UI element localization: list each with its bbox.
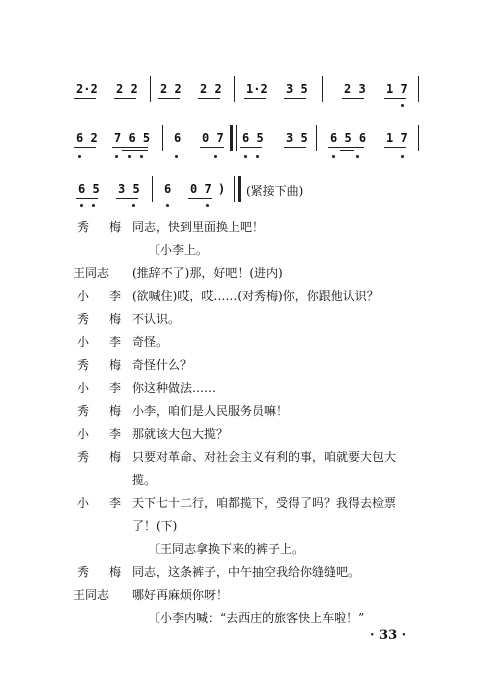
octave-dot	[332, 155, 335, 158]
speech: 奇怪什么？	[132, 358, 193, 372]
octave-dot	[132, 204, 135, 207]
speech: (推辞不了)那，好吧！(进内)	[132, 266, 283, 280]
dialogue-line	[0, 494, 481, 516]
octave-dot	[256, 155, 259, 158]
dialogue-line	[0, 379, 481, 401]
dialogue-line	[0, 287, 481, 309]
score-note: 0 7	[190, 182, 212, 196]
score-note: 2 2	[200, 82, 222, 96]
score-note: 0 7	[202, 131, 224, 145]
end-barline	[238, 176, 241, 202]
stage-direction	[0, 609, 481, 631]
beat-underline	[122, 150, 148, 151]
score-note: )	[218, 182, 226, 196]
score-note: 6	[164, 182, 172, 196]
page-number: · 33 ·	[370, 628, 407, 643]
speaker: 王同志	[73, 588, 110, 602]
barline	[418, 125, 419, 151]
beat-underline	[158, 98, 180, 99]
score-note: 3 5	[118, 182, 140, 196]
score-note: 2 2	[160, 82, 182, 96]
score-note: 2·2	[76, 82, 98, 96]
beat-underline	[116, 198, 138, 199]
speech: 哪好再麻烦你呀！	[132, 588, 229, 602]
speech: 同志，这条裤子，中午抽空我给你缝缝吧。	[132, 565, 361, 579]
beat-underline	[74, 98, 96, 99]
octave-dot	[140, 155, 143, 158]
speech: 小李，咱们是人民服务员嘛！	[132, 404, 289, 418]
beat-underline	[74, 147, 96, 148]
barline	[316, 125, 317, 151]
speaker: 小 李	[77, 289, 126, 303]
speaker: 小 李	[77, 335, 126, 349]
dialogue-line	[0, 563, 481, 585]
barline	[234, 76, 235, 102]
score-note: 6 2	[76, 131, 98, 145]
speaker: 秀 梅	[77, 312, 126, 326]
speech-continued: 揽。	[132, 473, 157, 487]
barline	[418, 76, 419, 102]
stage-text: 〔小李内喊：“去西庄的旅客快上车啦！”	[148, 611, 365, 625]
dialogue-line	[0, 586, 481, 608]
score-note: 1·2	[246, 82, 268, 96]
stage-text: 〔小李上。	[148, 243, 209, 257]
repeat-barline	[236, 125, 237, 151]
octave-dot	[244, 155, 247, 158]
octave-dot	[356, 155, 359, 158]
speech: 奇怪。	[132, 335, 169, 349]
speech: (欲喊住)哎，哎……(对秀梅)你，你跟他认识？	[132, 289, 379, 303]
octave-dot	[80, 204, 83, 207]
beat-underline	[284, 98, 306, 99]
barline	[150, 76, 151, 102]
beat-underline	[112, 147, 148, 148]
beat-underline	[114, 98, 136, 99]
beat-underline	[384, 98, 406, 99]
speaker: 小 李	[77, 496, 126, 510]
octave-dot	[115, 155, 118, 158]
repeat-barline	[230, 125, 233, 151]
dialogue-line	[0, 356, 481, 378]
score-note: 2 2	[116, 82, 138, 96]
octave-dot	[175, 155, 178, 158]
speech: 只要对革命、对社会主义有利的事，咱就要大包大	[132, 450, 397, 464]
octave-dot	[78, 155, 81, 158]
score-note: 1 7	[386, 82, 408, 96]
speaker: 王同志	[73, 266, 110, 280]
beat-underline	[340, 150, 354, 151]
score-note: 6	[174, 131, 182, 145]
beat-underline	[76, 198, 98, 199]
score-note: 1 7	[386, 131, 408, 145]
score-note: 3 5	[286, 131, 308, 145]
beat-underline	[188, 198, 212, 199]
beat-underline	[240, 147, 262, 148]
octave-dot	[128, 155, 131, 158]
dialogue-line	[0, 333, 481, 355]
score-direction: (紧接下曲)	[246, 184, 304, 198]
dialogue-continuation	[0, 471, 481, 493]
speech-continued: 了！(下)	[132, 519, 178, 533]
beat-underline	[200, 147, 224, 148]
speech: 不认识。	[132, 312, 181, 326]
dialogue-line	[0, 310, 481, 332]
beat-underline	[198, 98, 220, 99]
octave-dot	[401, 104, 404, 107]
beat-underline	[342, 98, 364, 99]
speaker: 秀 梅	[77, 450, 126, 464]
dialogue-line	[0, 448, 481, 470]
beat-underline	[384, 147, 406, 148]
dialogue-line	[0, 425, 481, 447]
barline	[162, 125, 163, 151]
score-note: 6 5	[242, 131, 264, 145]
barline	[152, 176, 153, 202]
speech: 天下七十二行，咱都揽下，受得了吗？我得去检票	[132, 496, 397, 510]
score-note: 7 6 5	[114, 131, 151, 145]
speaker: 秀 梅	[77, 565, 126, 579]
beat-underline	[284, 147, 306, 148]
speaker: 秀 梅	[77, 358, 126, 372]
score-note: 6 5 6	[330, 131, 367, 145]
score-note: 3 5	[286, 82, 308, 96]
dialogue-continuation	[0, 517, 481, 539]
speaker: 小 李	[77, 427, 126, 441]
end-barline	[234, 176, 235, 202]
beat-underline	[328, 147, 364, 148]
beat-underline	[244, 98, 266, 99]
speaker: 小 李	[77, 381, 126, 395]
dialogue-line	[0, 218, 481, 240]
score-note: 6 5	[78, 182, 100, 196]
speech: 那就该大包大揽？	[132, 427, 229, 441]
speaker: 秀 梅	[77, 404, 126, 418]
octave-dot	[92, 204, 95, 207]
octave-dot	[214, 155, 217, 158]
octave-dot	[206, 204, 209, 207]
stage-direction	[0, 540, 481, 562]
score-note: 2 3	[344, 82, 366, 96]
stage-direction	[0, 241, 481, 263]
octave-dot	[401, 155, 404, 158]
stage-text: 〔王同志拿换下来的裤子上。	[148, 542, 305, 556]
octave-dot	[166, 204, 169, 207]
dialogue-line	[0, 402, 481, 424]
speech: 你这种做法……	[132, 381, 217, 395]
speech: 同志，快到里面换上吧！	[132, 220, 265, 234]
dialogue-line	[0, 264, 481, 286]
barline	[322, 76, 323, 102]
speaker: 秀 梅	[77, 220, 126, 234]
